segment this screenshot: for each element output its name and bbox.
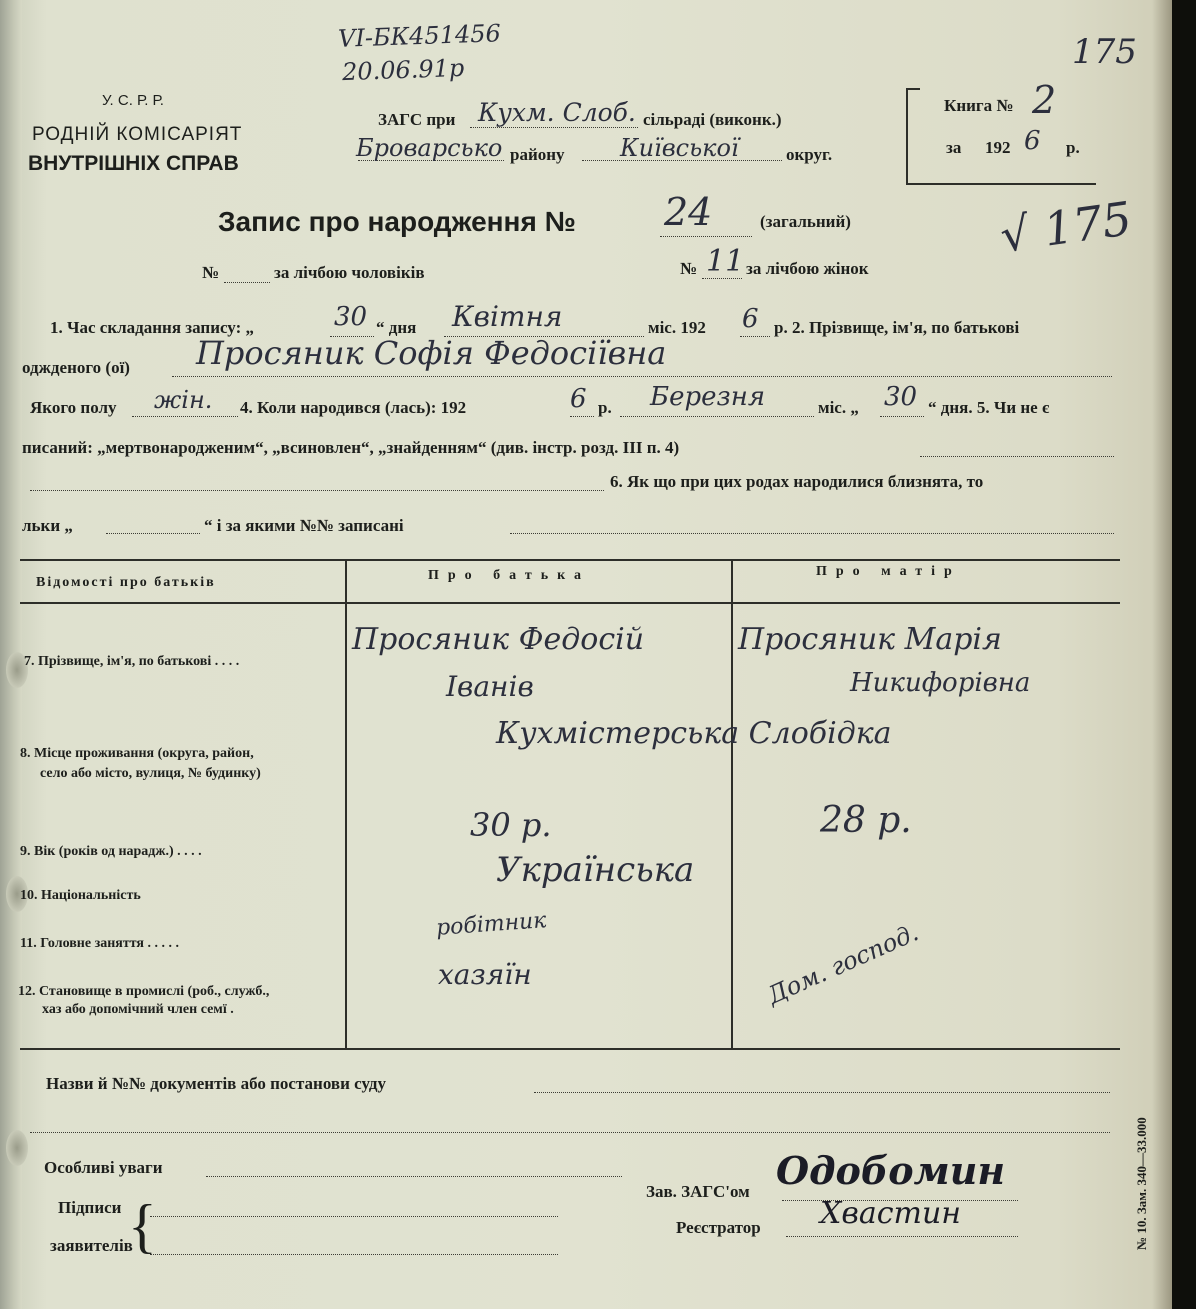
archive-date: 20.06.91р [341,53,465,87]
record-year-handwritten: 6 [742,304,759,334]
row-label-status-2: хаз або допомічний член семї . [42,1002,234,1017]
okrug-handwritten: Київської [620,134,739,162]
registrar-signature: Хвастин [820,1196,962,1231]
record-day-suffix: “ дня [376,318,417,337]
record-date-label: 1. Час складання запису: „ [50,318,254,337]
book-year-suffix: р. [1066,138,1080,157]
documents-label: Назви й №№ документів або постанови суду [46,1074,386,1093]
record-number-handwritten: 24 [664,190,713,234]
row-label-age: 9. Вік (років од нарадж.) . . . . [20,844,202,859]
head-signature: Одобомин [776,1148,1006,1193]
book-label: Книга № [944,96,1014,115]
twins-numbers-label: “ і за якими №№ записані [204,516,404,535]
record-title: Запис про народження № [218,206,576,237]
commissariat-label: РОДНІЙ КОМІСАРІЯТ [32,124,243,145]
ministry-label: ВНУТРІШНІХ СПРАВ [28,152,239,175]
ussr-label: У. С. Р. Р. [102,92,164,109]
newborn-label: оджденого (ої) [22,358,130,377]
registrar-label: Реєстратор [676,1218,761,1237]
women-count-prefix: № [680,259,698,278]
men-count-prefix: № [202,263,220,282]
district-handwritten: Броварсько [356,134,503,162]
birth-day-prefix: міс. „ [818,398,859,417]
sex-handwritten: жін. [154,386,213,414]
book-year-prefix: 192 [985,138,1011,157]
record-month-handwritten: Квітня [452,300,563,333]
check-mark: √ 175 [996,191,1135,263]
header-parents-info: Відомості про батьків [36,575,216,590]
father-patronymic-handwritten: Іванів [446,670,534,703]
father-status-handwritten: хазяїн [438,958,532,991]
okrug-label: округ. [786,145,833,164]
silrada-label: сільраді (виконк.) [643,110,782,129]
sex-label: Якого полу [30,398,117,417]
nationality-handwritten: Українська [496,850,695,890]
twins-label: 6. Як що при цих родах народилися близнята, то [610,472,984,491]
record-day-handwritten: 30 [334,302,368,332]
zags-prefix: ЗАГС при [378,110,456,129]
mother-patronymic-handwritten: Никифорівна [850,668,1031,698]
stillborn-label: писаний: „мертвонародженим“, „всиновлен“, „знайденням“ (див. інстр. розд. III п. 4) [22,438,680,457]
row-label-residence-2: село або місто, вулиця, № будинку) [40,766,261,781]
signatures-label: Підписи [58,1198,122,1217]
head-zags-label: Зав. ЗАГС'ом [646,1182,750,1201]
row-label-name: 7. Прізвище, ім'я, по батькові . . . . [24,654,240,669]
archive-code: VI-БК451456 [337,19,502,53]
newborn-name-handwritten: Просяник Софія Федосіївна [196,334,667,372]
row-label-residence: 8. Місце проживання (округа, район, [20,746,254,761]
twins-count-label: льки „ [22,516,73,535]
header-father: Про батька [428,568,590,583]
men-count-label: за лічбою чоловіків [274,263,425,282]
father-occupation-handwritten: робітник [435,908,548,941]
women-count-label: за лічбою жінок [746,259,869,278]
birth-year-handwritten: 6 [570,384,587,414]
mother-name-handwritten: Просяник Марія [738,622,1002,657]
special-notes-label: Особливі уваги [44,1158,163,1177]
women-count-handwritten: 11 [706,244,745,279]
residence-handwritten: Кухмістерська Слобідка [496,716,892,751]
print-code: № 10. Зам. 340—33.000 [1134,1117,1149,1250]
father-name-handwritten: Просяник Федосій [352,622,645,657]
signatures-brace: { [128,1193,157,1259]
punch-hole [6,1130,28,1166]
row-label-nationality: 10. Національність [20,888,141,903]
header-mother: Про матір [816,564,961,579]
father-age-handwritten: 30 р. [470,806,552,844]
rayon-label: району [510,145,565,164]
row-label-status: 12. Становище в промислі (роб., служб., [18,984,270,999]
book-number-handwritten: 2 [1032,78,1057,122]
general-label: (загальний) [760,212,851,231]
birth-year-suffix: р. [598,398,612,417]
surname-label: р. 2. Прізвище, ім'я, по батькові [774,318,1020,337]
birth-month-handwritten: Березня [650,382,766,412]
village-handwritten: Кухм. Слоб. [478,98,636,127]
birth-day-handwritten: 30 [884,382,918,412]
stillborn-question: “ дня. 5. Чи не є [928,398,1050,417]
book-year-handwritten: 6 [1024,126,1041,156]
record-year-prefix: міс. 192 [648,318,706,337]
mother-age-handwritten: 28 р. [820,800,912,841]
row-label-occupation: 11. Головне заняття . . . . . [20,936,179,951]
mother-status-handwritten: Дом. господ. [763,918,923,1010]
birth-date-label: 4. Коли народився (лась): 192 [240,398,467,417]
book-number-overwrite: 175 [1072,32,1137,72]
book-year-za: за [946,138,962,157]
signatures-label-2: заявителів [50,1236,133,1255]
